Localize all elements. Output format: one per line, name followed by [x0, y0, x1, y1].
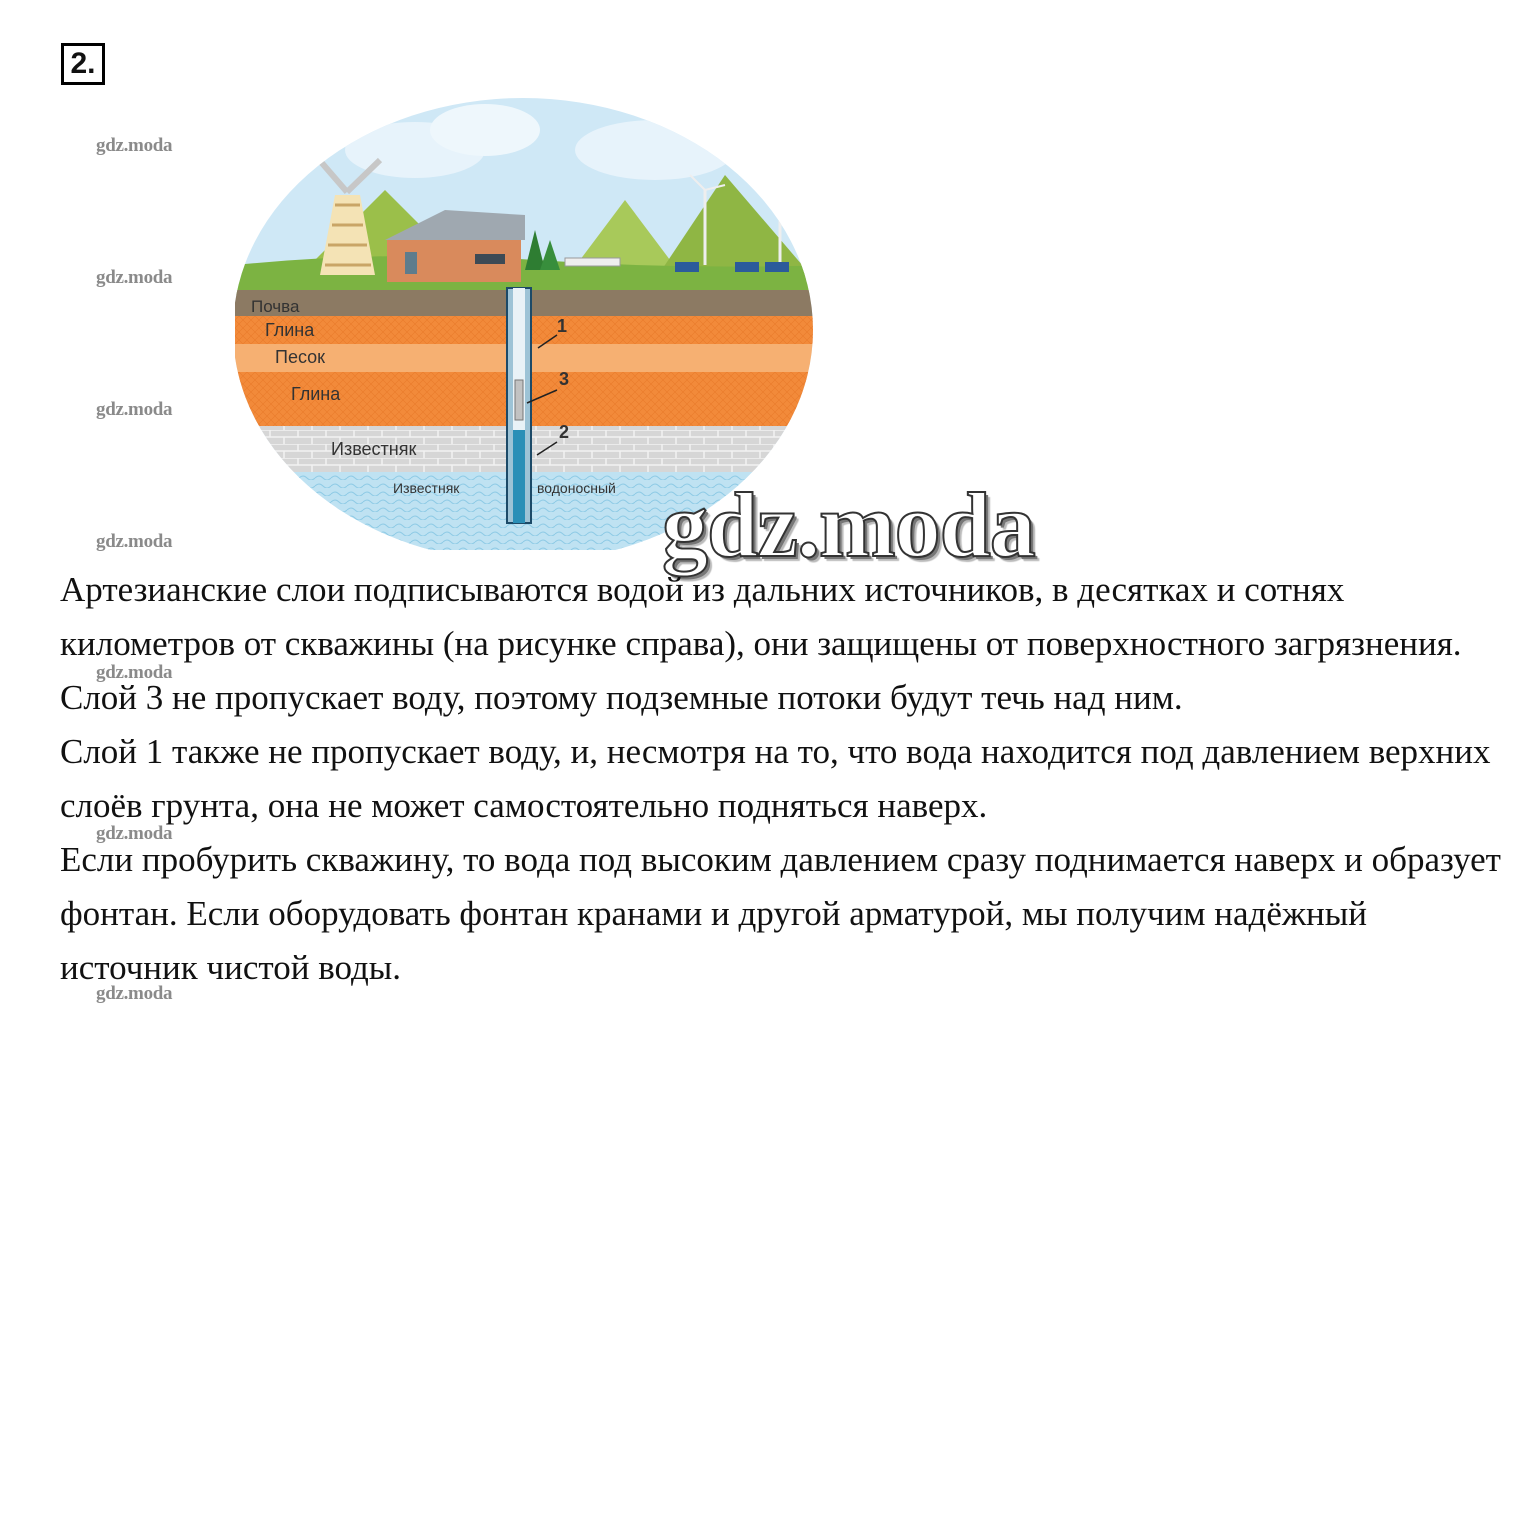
marker-3: 3: [559, 369, 570, 389]
label-limestone: Известняк: [331, 439, 417, 459]
paragraph-4: Если пробурить скважину, то вода под высоким давлением сразу поднимается наверх и образует фонтан. Если оборудовать фонтан кранами и другой арматурой, мы получим надёжный источник чистой воды.: [60, 840, 1501, 987]
paragraph-2: Слой 3 не пропускает воду, поэтому подземные потоки будут течь над ним.: [60, 678, 1183, 717]
cloud: [430, 104, 540, 156]
task-number: 2.: [61, 43, 105, 85]
watermark: gdz.moda: [96, 135, 173, 156]
marker-1: 1: [557, 316, 568, 336]
watermark-large: gdz.moda: [662, 474, 1035, 576]
marker-2: 2: [559, 422, 570, 442]
solar-panel: [675, 262, 699, 272]
paragraph-1: Артезианские слои подписываются водой из дальних источников, в десятках и сотнях километров от скважины (на рисунке справа), они защищены от поверхностного загрязнения.: [60, 570, 1462, 663]
label-aquifer-a: Известняк: [393, 480, 460, 496]
watermark: gdz.moda: [96, 531, 173, 552]
house-door: [405, 252, 417, 274]
layer-soil: [235, 290, 835, 316]
cloud: [575, 120, 735, 180]
answer-text: [60, 563, 1510, 995]
well-water: [513, 430, 525, 523]
label-aquifer-b: водоносный: [537, 480, 616, 496]
bench: [565, 258, 620, 266]
layer-limestone: [235, 426, 835, 472]
watermark: gdz.moda: [96, 267, 173, 288]
watermark: gdz.moda: [96, 399, 173, 420]
label-clay-top: Глина: [265, 320, 315, 340]
label-soil: Почва: [251, 297, 300, 316]
house-window: [475, 254, 505, 264]
watermark: gdz.moda: [96, 983, 173, 1004]
layer-clay-top-texture: [235, 316, 835, 344]
watermark: gdz.moda: [96, 823, 173, 844]
label-sand: Песок: [275, 347, 326, 367]
solar-panel: [735, 262, 759, 272]
paragraph-3: Слой 1 также не пропускает воду, и, несмотря на то, что вода находится под давлением верхних слоёв грунта, она не может самостоятельно подняться наверх.: [60, 732, 1491, 825]
watermark: gdz.moda: [96, 662, 173, 683]
well-pump: [515, 380, 523, 420]
label-clay-bottom: Глина: [291, 384, 341, 404]
solar-panel: [765, 262, 789, 272]
